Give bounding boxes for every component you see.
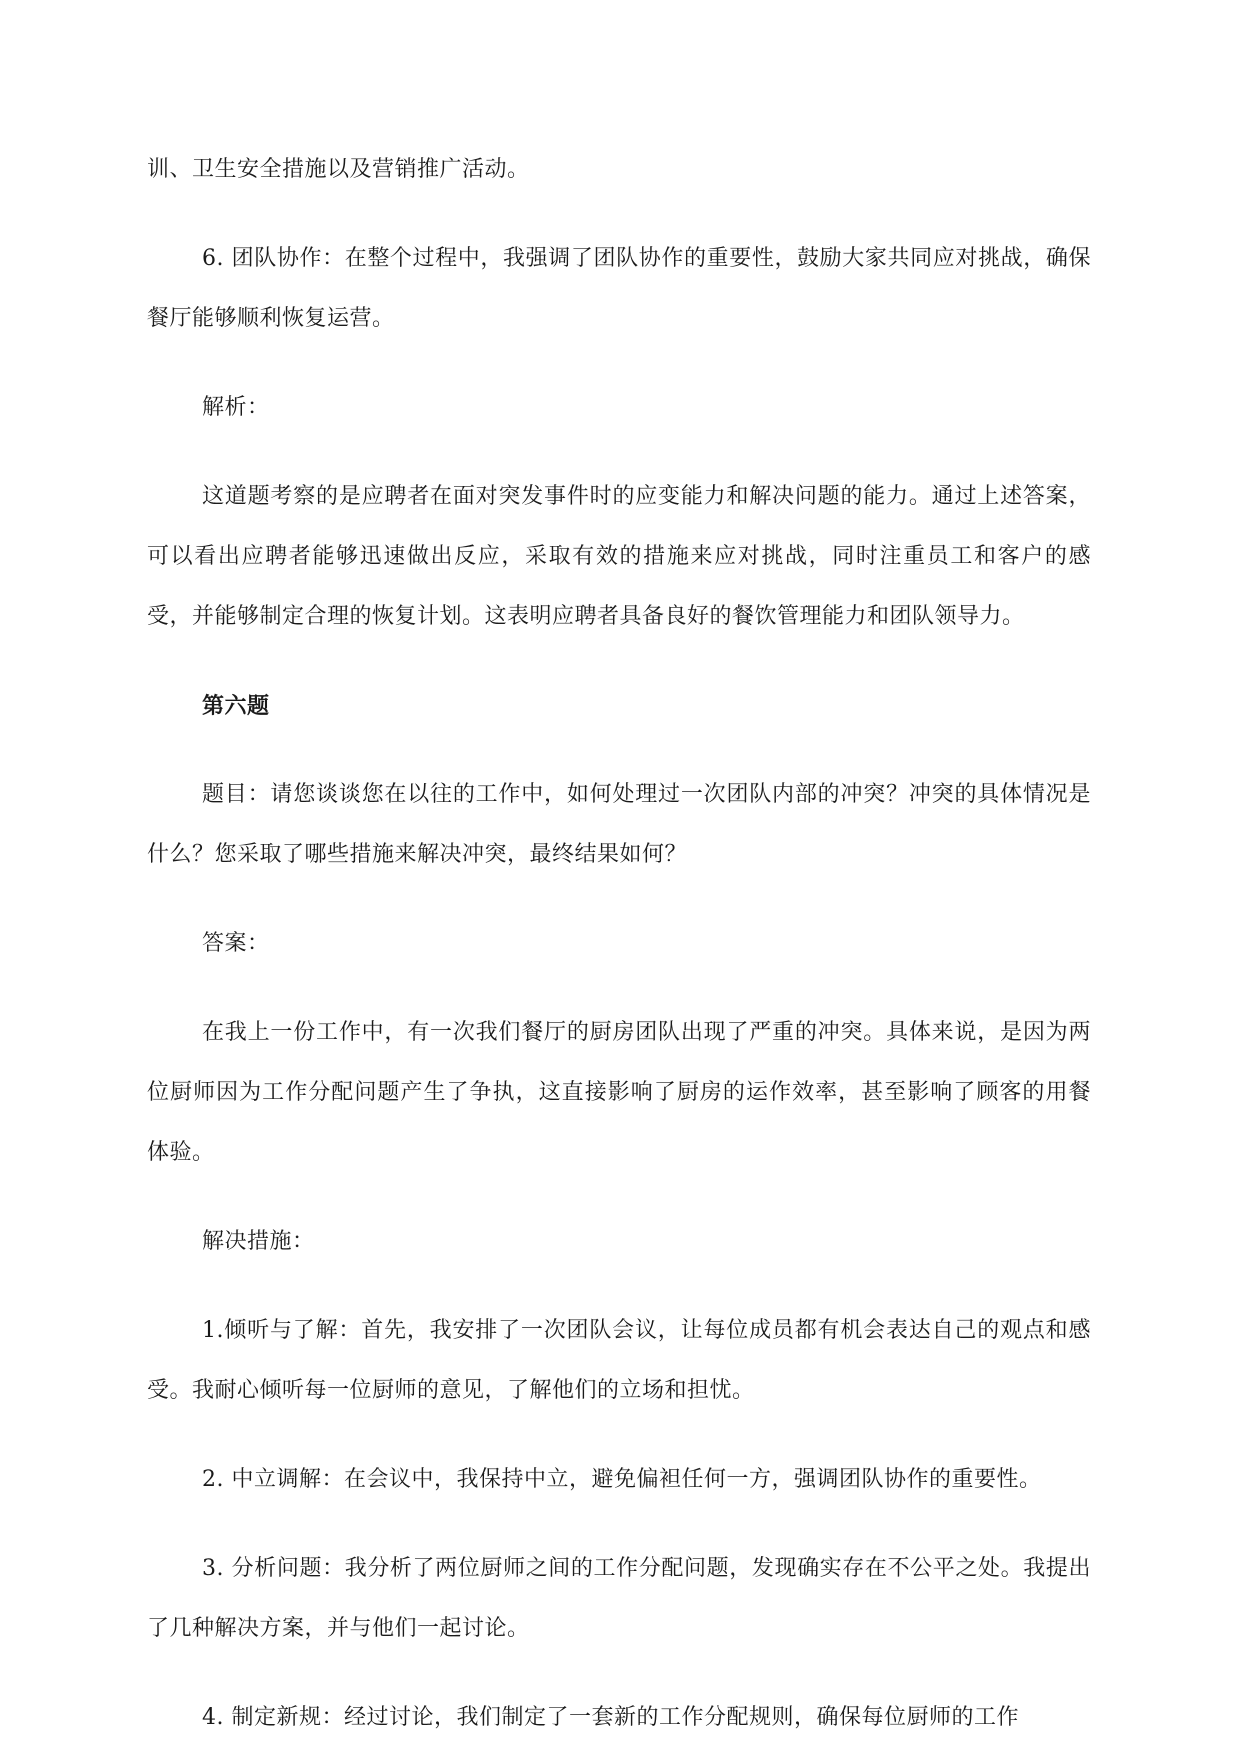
list-item-new-rules: 4. 制定新规：经过讨论，我们制定了一套新的工作分配规则，确保每位厨师的工作 xyxy=(202,1705,1019,1730)
section-heading-question-6: 第六题 xyxy=(202,693,270,719)
paragraph-answer-label: 答案： xyxy=(202,931,270,956)
paragraph-team-collaboration: 6. 团队协作：在整个过程中，我强调了团队协作的重要性，鼓励大家共同应对挑战，确保餐厅能够顺利恢复运营。 xyxy=(147,246,1091,331)
list-item-listen: 1.倾听与了解：首先，我安排了一次团队会议，让每位成员都有机会表达自己的观点和感受。我耐心倾听每一位厨师的意见，了解他们的立场和担忧。 xyxy=(147,1318,1091,1403)
paragraph-analysis-label: 解析： xyxy=(202,395,270,420)
paragraph-analysis-body: 这道题考察的是应聘者在面对突发事件时的应变能力和解决问题的能力。通过上述答案，可以看出应聘者能够迅速做出反应，采取有效的措施来应对挑战，同时注重员工和客户的感受，并能够制定合理的恢复计划。这表明应聘者具备良好的餐饮管理能力和团队领导力。 xyxy=(147,484,1091,629)
paragraph-solutions-label: 解决措施： xyxy=(202,1229,315,1254)
list-item-mediate: 2. 中立调解：在会议中，我保持中立，避免偏袒任何一方，强调团队协作的重要性。 xyxy=(202,1467,1042,1492)
paragraph-answer-body: 在我上一份工作中，有一次我们餐厅的厨房团队出现了严重的冲突。具体来说，是因为两位厨师因为工作分配问题产生了争执，这直接影响了厨房的运作效率，甚至影响了顾客的用餐体验。 xyxy=(147,1020,1091,1165)
paragraph-continuation: 训、卫生安全措施以及营销推广活动。 xyxy=(147,157,530,182)
list-item-analyze: 3. 分析问题：我分析了两位厨师之间的工作分配问题，发现确实存在不公平之处。我提出了几种解决方案，并与他们一起讨论。 xyxy=(147,1556,1091,1641)
paragraph-question: 题目：请您谈谈您在以往的工作中，如何处理过一次团队内部的冲突？冲突的具体情况是什么？您采取了哪些措施来解决冲突，最终结果如何？ xyxy=(147,782,1091,867)
